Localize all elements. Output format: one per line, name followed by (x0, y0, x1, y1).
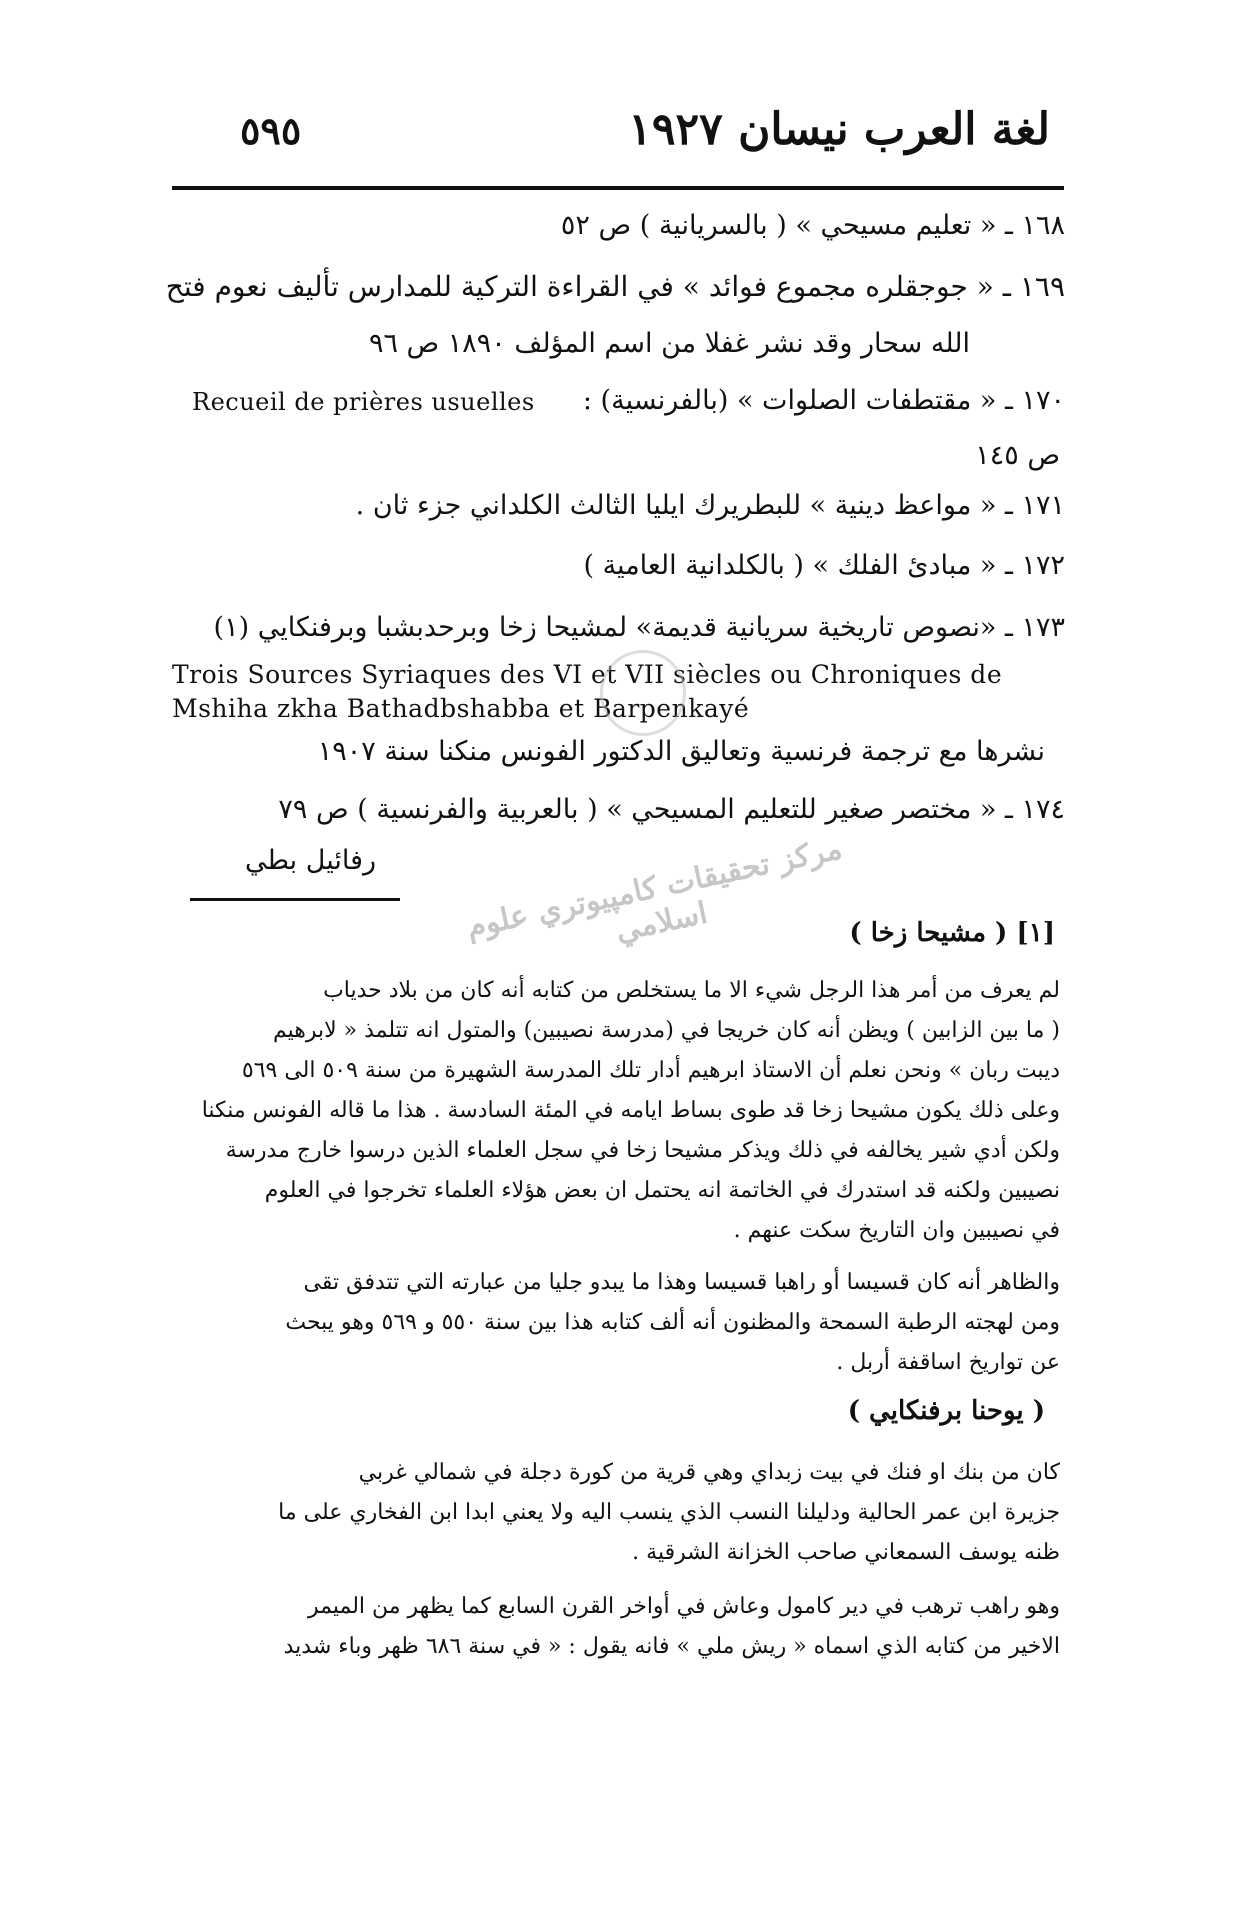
footnote-heading-1: [١] ( مشيحا زخا ) (849, 918, 1055, 948)
watermark: مركز تحقيقات كامپيوتري علوم اسلامي (463, 831, 846, 950)
footnote-line: في نصيبين وان التاريخ سكت عنهم . (733, 1218, 1060, 1243)
entry-168: ١٦٨ ـ « تعليم مسيحي » ( بالسريانية ) ص ٥٢ (560, 210, 1065, 241)
footnote-line: ديبت ربان » ونحن نعلم أن الاستاذ ابرهيم أدار تلك المدرسة الشهيرة من سنة ٥٠٩ الى ٥٦٩ (241, 1058, 1060, 1083)
entry-173: ١٧٣ ـ «نصوص تاريخية سريانية قديمة» لمشيحا زخا وبرحدبشبا وبرفنكايي (١) (213, 612, 1065, 643)
footnote-line: الاخير من كتابه الذي اسماه « ريش ملي » فانه يقول : « في سنة ٦٨٦ ظهر وباء شديد (283, 1634, 1060, 1659)
header-rule (172, 186, 1064, 190)
running-title: لغة العرب نيسان ١٩٢٧ (628, 104, 1050, 155)
footnote-line: نصيبين ولكنه قد استدرك في الخاتمة انه يحتمل ان بعض هؤلاء العلماء تخرجوا في العلوم (264, 1178, 1060, 1203)
footnote-line: كان من بنك او فنك في بيت زبداي وهي قرية من كورة دجلة في شمالي غربي (358, 1460, 1060, 1485)
footnote-line: عن تواريخ اساقفة أربل . (836, 1350, 1060, 1375)
entry-172: ١٧٢ ـ « مبادئ الفلك » ( بالكلدانية العامية ) (583, 550, 1065, 581)
footnote-line: جزيرة ابن عمر الحالية ودليلنا النسب الذي ينسب اليه ولا يعني ابدا ابن الفخاري على ما (278, 1500, 1060, 1525)
entry-173-cont: نشرها مع ترجمة فرنسية وتعاليق الدكتور الفونس منكنا سنة ١٩٠٧ (317, 736, 1045, 767)
page-number: ٥٩٥ (240, 108, 302, 153)
footnote-line: ظنه يوسف السمعاني صاحب الخزانة الشرقية . (632, 1540, 1060, 1565)
footnote-line: لم يعرف من أمر هذا الرجل شيء الا ما يستخلص من كتابه أنه كان من بلاد حدياب (323, 978, 1060, 1003)
footnote-line: ولكن أدي شير يخالفه في ذلك ويذكر مشيحا زخا في سجل العلماء الذين درسوا خارج مدرسة (225, 1138, 1060, 1163)
entry-170-page: ص ١٤٥ (975, 440, 1060, 471)
footnote-line: وعلى ذلك يكون مشيحا زخا قد طوى بساط ايامه في المئة السادسة . هذا ما قاله الفونس منكنا (201, 1098, 1060, 1123)
entry-170: ١٧٠ ـ « مقتطفات الصلوات » (بالفرنسية) : (582, 385, 1065, 416)
footnote-line: ( ما بين الزابين ) ويظن أنه كان خريجا في (مدرسة نصيبين) والمتول انه تتلمذ « لابرهيم (272, 1018, 1060, 1043)
signature: رفائيل بطي (245, 845, 377, 876)
footnote-line: والظاهر أنه كان قسيسا أو راهبا قسيسا وهذا ما يبدو جليا من عبارته التي تتدفق تقى (303, 1270, 1060, 1295)
page-header (170, 100, 1060, 170)
entry-171: ١٧١ ـ « مواعظ دينية » للبطريرك ايليا الثالث الكلداني جزء ثان . (355, 490, 1065, 521)
entry-169: ١٦٩ ـ « جوجقلره مجموع فوائد » في القراءة التركية للمدارس تأليف نعوم فتح (165, 270, 1065, 303)
entry-173-latin-line2: Mshiha zkha Bathadbshabba et Barpenkayé (172, 694, 750, 723)
entry-170-latin: Recueil de prières usuelles (192, 388, 535, 416)
footnote-line: وهو راهب ترهب في دير كامول وعاش في أواخر القرن السابع كما يظهر من الميمر (308, 1594, 1060, 1619)
entry-173-latin-line1: Trois Sources Syriaques des VI et VII siècles ou Chroniques de (172, 660, 1003, 689)
footnote-separator (190, 898, 400, 901)
entry-174: ١٧٤ ـ « مختصر صغير للتعليم المسيحي » ( بالعربية والفرنسية ) ص ٧٩ (278, 794, 1065, 825)
watermark-emblem (600, 650, 686, 736)
footnote-heading-2: ( يوحنا برفنكايي ) (847, 1396, 1045, 1426)
entry-169-cont: الله سحار وقد نشر غفلا من اسم المؤلف ١٨٩٠ ص ٩٦ (368, 328, 970, 359)
footnote-line: ومن لهجته الرطبة السمحة والمظنون أنه ألف كتابه هذا بين سنة ٥٥٠ و ٥٦٩ وهو يبحث (285, 1310, 1060, 1335)
